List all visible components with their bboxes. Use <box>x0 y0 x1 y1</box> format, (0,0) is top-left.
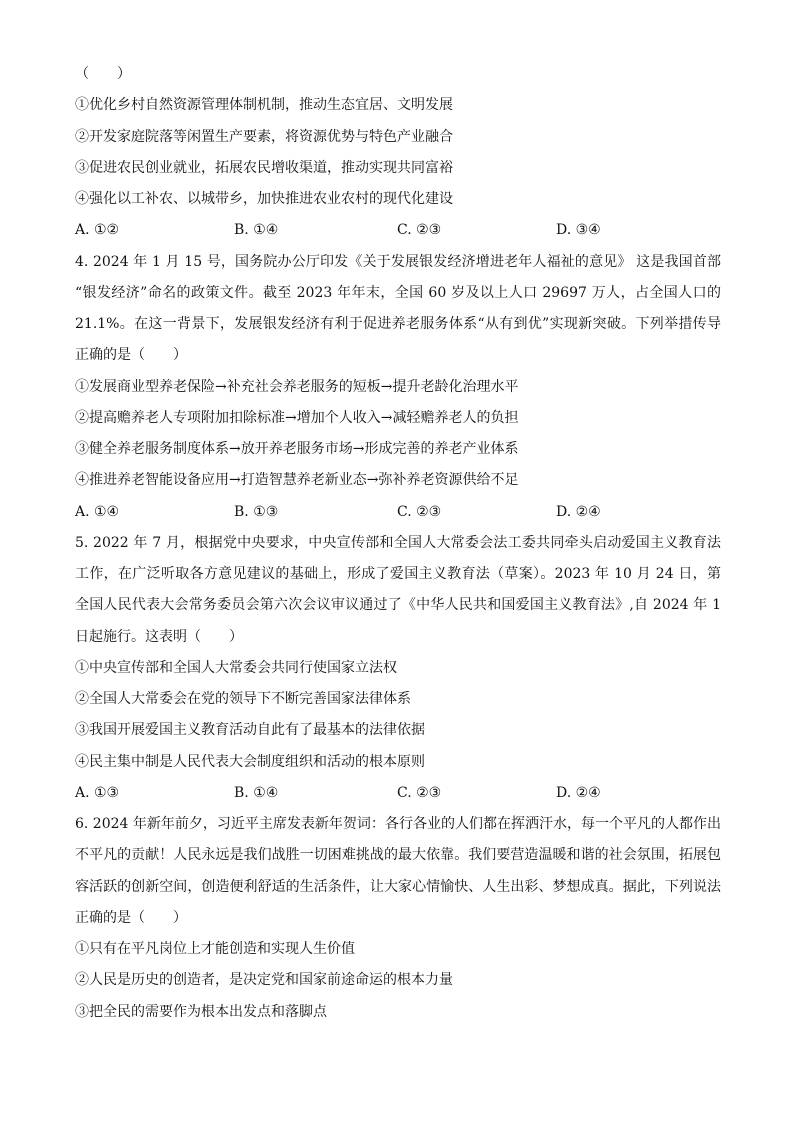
q5-stem-line-3: 全国人民代表大会常务委员会第六次会议审议通过了《中华人民共和国爱国主义教育法》,自 2024 年 1 <box>75 597 721 614</box>
q3-statement-3: ③促进农民创业就业，拓展农民增收渠道，推动实现共同富裕 <box>75 159 453 176</box>
q5-option-c: C. ②③ <box>397 784 442 801</box>
q4-statement-2: ②提高赡养老人专项附加扣除标准→增加个人收入→减轻赡养老人的负担 <box>75 409 519 426</box>
q3-option-d: D. ③④ <box>556 222 601 239</box>
q3-statement-1: ①优化乡村自然资源管理体制机制，推动生态宜居、文明发展 <box>75 97 453 114</box>
q4-statement-3: ③健全养老服务制度体系→放开养老服务市场→形成完善的养老产业体系 <box>75 441 519 457</box>
q6-stem-line-1: 6. 2024 年新年前夕，习近平主席发表新年贺词：各行各业的人们都在挥洒汗水，每一个平凡的人都作出 <box>75 816 721 832</box>
q3-statement-2: ②开发家庭院落等闲置生产要素，将资源优势与特色产业融合 <box>75 128 453 145</box>
q5-stem-line-2: 工作，在广泛听取各方意见建议的基础上，形成了爱国主义教育法（草案）。2023 年 10 月 24 日，第 <box>75 566 721 582</box>
q5-statement-2: ②全国人大常委会在党的领导下不断完善国家法律体系 <box>75 691 411 707</box>
q3-option-b: B. ①④ <box>234 222 279 239</box>
q6-statement-2: ②人民是历史的创造者，是决定党和国家前途命运的根本力量 <box>75 972 453 989</box>
q4-stem-line-2: “银发经济”命名的政策文件。截至 2023 年年末，全国 60 岁及以上人口 29697 万人，占全国人口的 <box>75 284 721 301</box>
q4-statement-1: ①发展商业型养老保险→补充社会养老服务的短板→提升老龄化治理水平 <box>75 378 519 395</box>
q4-option-c: C. ②③ <box>397 503 442 520</box>
q5-statement-4: ④民主集中制是人民代表大会制度组织和活动的根本原则 <box>75 753 425 770</box>
q3-options <box>75 215 721 246</box>
q3-option-c: C. ②③ <box>397 222 442 239</box>
q5-option-a: A. ①③ <box>75 784 120 801</box>
q5-stem-line-4: 日起施行。这表明（ ） <box>75 628 243 645</box>
q3-option-a: A. ①② <box>75 222 120 239</box>
q4-options <box>75 497 721 528</box>
q6-statement-1: ①只有在平凡岗位上才能创造和实现人生价值 <box>75 941 355 957</box>
q4-stem-line-1: 4. 2024 年 1 月 15 号，国务院办公厅印发《关于发展银发经济增进老年人福祉的意见》 这是我国首部 <box>75 253 721 270</box>
q3-answer-blank: （ ） <box>75 66 131 82</box>
q4-option-d: D. ②④ <box>556 503 601 520</box>
q5-options <box>75 778 721 809</box>
q5-statement-3: ③我国开展爱国主义教育活动自此有了最基本的法律依据 <box>75 722 425 739</box>
q6-stem-line-4: 正确的是（ ） <box>75 909 187 926</box>
q5-option-d: D. ②④ <box>556 784 601 801</box>
q5-statement-1: ①中央宣传部和全国人大常委会共同行使国家立法权 <box>75 659 397 676</box>
q4-stem-line-3: 21.1%。在这一背景下，发展银发经济有利于促进养老服务体系“从有到优”实现新突破。下列举措传导 <box>75 316 721 332</box>
q6-stem-line-2: 不平凡的贡献！人民永远是我们战胜一切困难挑战的最大依靠。我们要营造温暖和谐的社会氛围，拓展包 <box>75 847 721 864</box>
q4-statement-4: ④推进养老智能设备应用→打造智慧养老新业态→弥补养老资源供给不足 <box>75 472 519 489</box>
q6-stem-line-3: 容活跃的创新空间，创造便利舒适的生活条件，让大家心情愉快、人生出彩、梦想成真。据此，下列说法 <box>75 878 721 895</box>
q3-statement-4: ④强化以工补农、以城带乡，加快推进农业农村的现代化建设 <box>75 191 453 207</box>
q6-statement-3: ③把全民的需要作为根本出发点和落脚点 <box>75 1003 327 1020</box>
q4-stem-line-4: 正确的是（ ） <box>75 347 187 364</box>
exam-page <box>75 59 721 1028</box>
q4-option-b: B. ①③ <box>234 503 279 520</box>
q4-option-a: A. ①④ <box>75 503 120 520</box>
q5-option-b: B. ①④ <box>234 784 279 801</box>
q5-stem-line-1: 5. 2022 年 7 月，根据党中央要求，中央宣传部和全国人大常委会法工委共同牵头启动爱国主义教育法 <box>75 534 721 551</box>
